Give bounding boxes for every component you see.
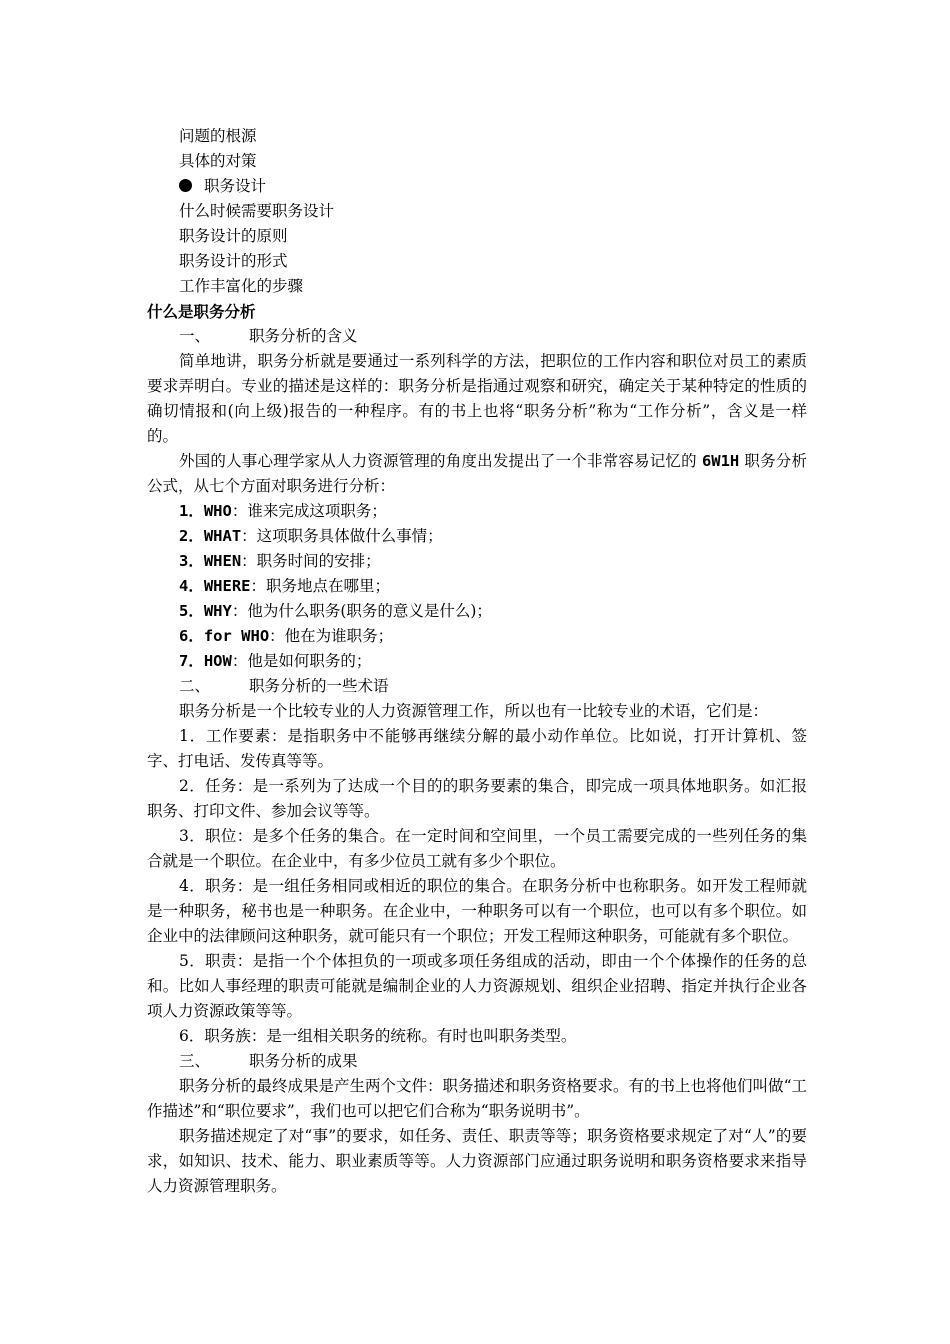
outline-item: 具体的对策: [179, 152, 257, 170]
subsection-number: 二、: [179, 677, 211, 695]
list-key: 4．WHERE: [179, 577, 251, 595]
formula-name: 6W1H: [701, 452, 740, 470]
paragraph: 简单地讲，职务分析就是要通过一系列科学的方法，把职位的工作内容和职位对员工的素质要求弄明白。专业的描述是这样的：职务分析是指通过观察和研究，确定关于某种特定的性质的确切情报和(向上级)报告的一种程序。有的书上也将“职务分析”称为“工作分析”，含义是一样的。: [147, 352, 807, 445]
paragraph: 职务描述规定了对“事”的要求，如任务、责任、职责等等；职务资格要求规定了对“人”的要求，如知识、技术、能力、职业素质等等。人力资源部门应通过职务说明和职务资格要求来指导人力资源管理职务。: [147, 1127, 807, 1195]
list-value: ：这项职务具体做什么事情；: [241, 527, 443, 545]
paragraph: 职务分析是一个比较专业的人力资源管理工作，所以也有一比较专业的术语，它们是：: [179, 702, 769, 720]
list-key: 1．WHO: [179, 502, 232, 520]
outline-item: 职务设计的原则: [179, 227, 288, 245]
term-definition: 6．职务族：是一组相关职务的统称。有时也叫职务类型。: [179, 1027, 577, 1045]
list-value: ：职务时间的安排；: [241, 552, 381, 570]
list-item: [147, 574, 807, 599]
list-key: 6．for WHO: [179, 627, 270, 645]
list-item: [147, 599, 807, 624]
subsection-title: [147, 1049, 807, 1074]
term-definition: 4．职务：是一组任务相同或相近的职位的集合。在职务分析中也称职务。如开发工程师就是一种职务，秘书也是一种职务。在企业中，一种职务可以有一个职位，也可以有多个职位。如企业中的法律顾问这种职务，就可能只有一个职位；开发工程师这种职务，可能就有多个职位。: [147, 877, 807, 945]
list-key: 7．HOW: [179, 652, 232, 670]
list-item: [147, 649, 807, 674]
term-definition: 2．任务：是一系列为了达成一个目的的职务要素的集合，即完成一项具体地职务。如汇报职务、打印文件、参加会议等等。: [147, 777, 807, 820]
section-heading: 什么是职务分析: [147, 302, 256, 321]
outline-item: 职务设计的形式: [179, 252, 288, 270]
paragraph: 职务分析的最终成果是产生两个文件：职务描述和职务资格要求。有的书上也将他们叫做“工作描述”和“职位要求”，我们也可以把它们合称为“职务说明书”。: [147, 1077, 807, 1120]
bullet-icon: [179, 179, 192, 192]
term-definition: 3．职位：是多个任务的集合。在一定时间和空间里，一个员工需要完成的一些列任务的集合就是一个职位。在企业中，有多少位员工就有多少个职位。: [147, 827, 807, 870]
list-key: 2．WHAT: [179, 527, 242, 545]
document-body: [147, 124, 807, 1199]
subsection-title: [147, 674, 807, 699]
subsection-number: 三、: [179, 1052, 211, 1070]
bullet-item: [147, 174, 807, 199]
list-item: [147, 499, 807, 524]
list-item: [147, 524, 807, 549]
subsection-label: 职务分析的含义: [249, 327, 358, 345]
list-value: ：谁来完成这项职务；: [231, 502, 387, 520]
term-definition: 5．职责：是指一个个体担负的一项或多项任务组成的活动，即由一个个体操作的任务的总和。比如人事经理的职责可能就是编制企业的人力资源规划、组织企业招聘、指定并执行企业各项人力资源政策等等。: [147, 952, 807, 1020]
outline-item: 问题的根源: [179, 127, 257, 145]
list-key: 5．WHY: [179, 602, 232, 620]
subsection-label: 职务分析的一些术语: [249, 677, 389, 695]
paragraph-text: 职务分析公式，从七个方面对职务进行分析：: [147, 452, 807, 495]
paragraph: [147, 449, 807, 499]
paragraph-text: 外国的人事心理学家从人力资源管理的角度出发提出了一个非常容易记忆的: [179, 452, 697, 470]
list-value: ：他为什么职务(职务的意义是什么)；: [231, 602, 492, 620]
list-key: 3．WHEN: [179, 552, 242, 570]
list-value: ：他在为谁职务；: [269, 627, 394, 645]
subsection-number: 一、: [179, 327, 211, 345]
outline-item: 工作丰富化的步骤: [179, 277, 304, 295]
outline-item: 什么时候需要职务设计: [179, 202, 335, 220]
list-item: [147, 549, 807, 574]
term-definition: 1．工作要素：是指职务中不能够再继续分解的最小动作单位。比如说，打开计算机、签字、打电话、发传真等等。: [147, 727, 807, 770]
list-item: [147, 624, 807, 649]
bullet-label: 职务设计: [204, 177, 267, 195]
list-value: ：职务地点在哪里；: [250, 577, 391, 595]
list-value: ：他是如何职务的；: [231, 652, 372, 670]
subsection-title: [147, 324, 807, 349]
subsection-label: 职务分析的成果: [249, 1052, 358, 1070]
